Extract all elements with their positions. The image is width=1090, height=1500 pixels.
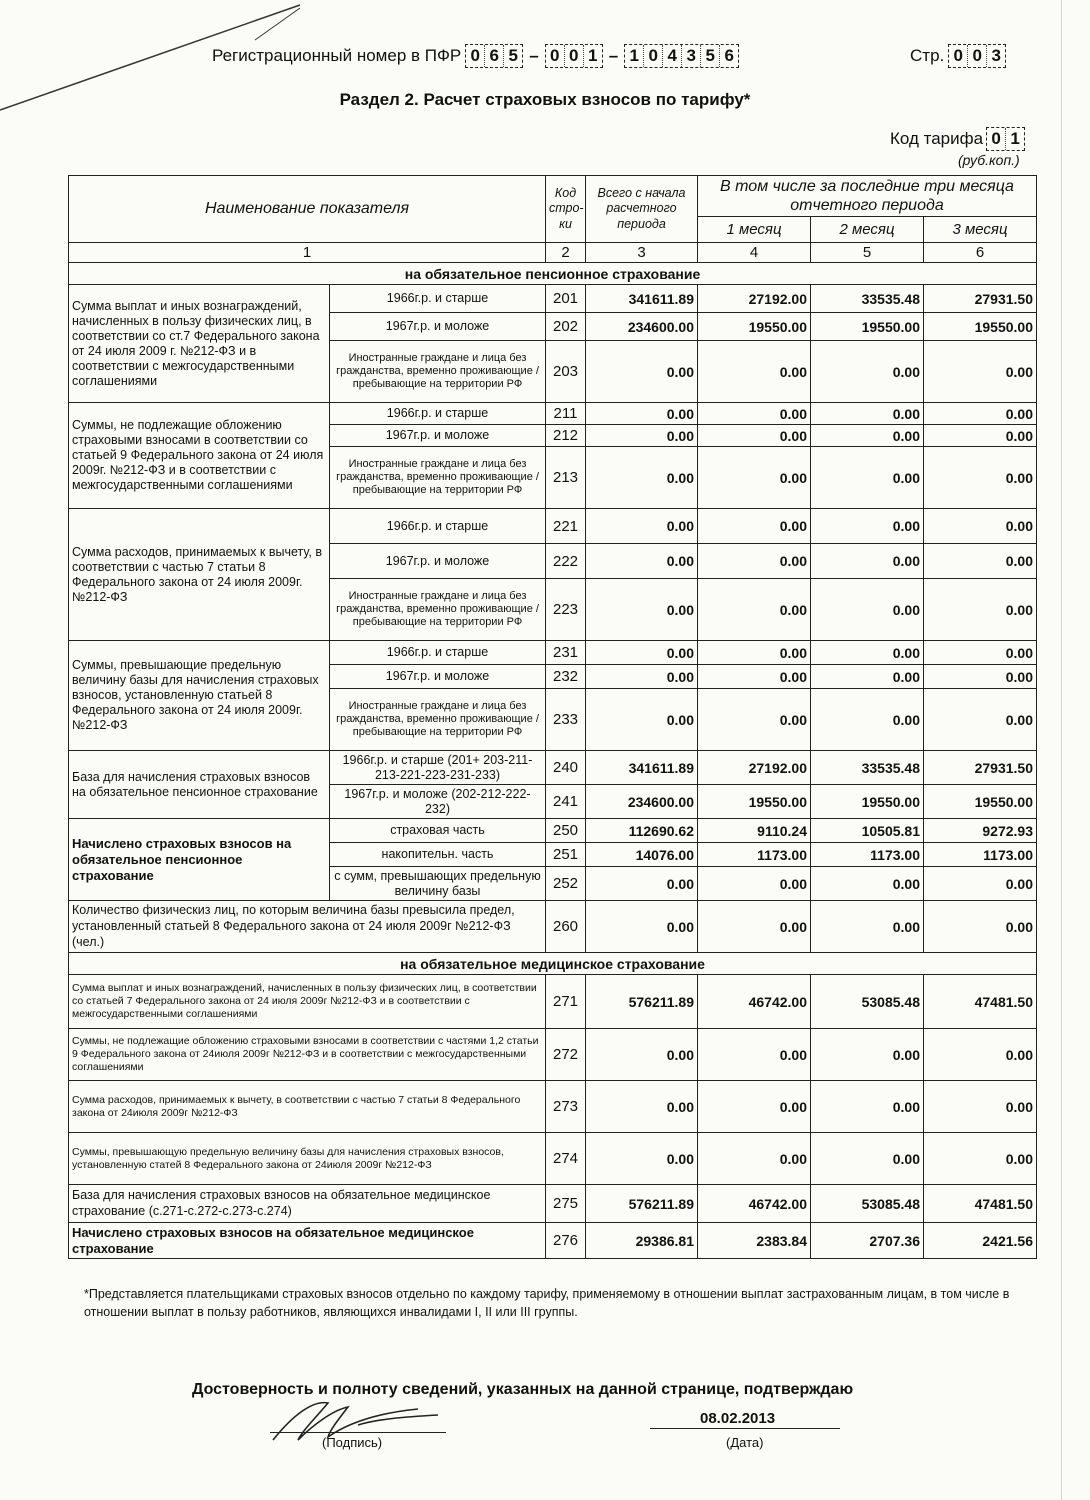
row-sublabel: Иностранные граждане и лица без гражданства, временно проживающие / пребывающие на территории РФ xyxy=(330,689,546,751)
footnote: *Представляется плательщиками страховых взносов отдельно по каждому тарифу, применяемому в отношении выплат застрахованным лицам, в том числе в отношении выплат в пользу работников, являющихся инвалидами I, II или III группы. xyxy=(84,1287,1010,1320)
cell-value: 0.00 xyxy=(698,1133,811,1185)
cell-value: 0.00 xyxy=(924,901,1037,953)
row-sublabel: 1967г.р. и моложе xyxy=(330,544,546,579)
cell-value: 27931.50 xyxy=(924,751,1037,785)
cell-value: 0.00 xyxy=(811,665,924,689)
cell-value: 0.00 xyxy=(698,447,811,509)
cell-value: 576211.89 xyxy=(586,1185,698,1223)
row-sublabel: страховая часть xyxy=(330,819,546,843)
cell-value: 0.00 xyxy=(586,1133,698,1185)
signature-line xyxy=(270,1432,446,1433)
cell-value: 2421.56 xyxy=(924,1223,1037,1259)
cell-value: 46742.00 xyxy=(698,975,811,1029)
section-header-medical: на обязательное медицинское страхование xyxy=(69,953,1037,975)
cell-value: 0.00 xyxy=(586,403,698,425)
dash-separator: – xyxy=(529,46,539,65)
row-code: 222 xyxy=(546,544,586,579)
cell-value: 47481.50 xyxy=(924,975,1037,1029)
row-code: 251 xyxy=(546,843,586,867)
page-digit: 3 xyxy=(986,45,1005,67)
row-label: Начислено страховых взносов на обязательное пенсионное страхование xyxy=(69,819,330,901)
header-row xyxy=(69,176,1037,217)
row-code: 272 xyxy=(546,1029,586,1081)
section-header-pension: на обязательное пенсионное страхование xyxy=(69,263,1037,285)
row-code: 213 xyxy=(546,447,586,509)
cell-value: 234600.00 xyxy=(586,785,698,819)
col-header-name: Наименование показателя xyxy=(69,176,546,243)
reg-digit: 0 xyxy=(564,45,583,67)
cell-value: 0.00 xyxy=(586,544,698,579)
table-row xyxy=(69,1081,1037,1133)
cell-value: 234600.00 xyxy=(586,313,698,341)
row-label: База для начисления страховых взносов на обязательное медицинское страхование (с.271-с.272-с.273-с.274) xyxy=(69,1185,546,1223)
cell-value: 19550.00 xyxy=(924,313,1037,341)
cell-value: 0.00 xyxy=(924,1133,1037,1185)
cell-value: 0.00 xyxy=(811,425,924,447)
tariff-label: Код тарифа xyxy=(890,129,984,148)
row-code: 223 xyxy=(546,579,586,641)
cell-value: 2383.84 xyxy=(698,1223,811,1259)
row-code: 271 xyxy=(546,975,586,1029)
cell-value: 0.00 xyxy=(586,341,698,403)
row-code: 233 xyxy=(546,689,586,751)
cell-value: 0.00 xyxy=(698,665,811,689)
row-sublabel: Иностранные граждане и лица без гражданства, временно проживающие / пребывающие на территории РФ xyxy=(330,447,546,509)
cell-value: 53085.48 xyxy=(811,975,924,1029)
table-row xyxy=(69,751,1037,785)
cell-value: 1173.00 xyxy=(811,843,924,867)
table-row xyxy=(69,403,1037,425)
units-label: (руб.коп.) xyxy=(958,152,1020,168)
table-row xyxy=(69,901,1037,953)
row-sublabel: 1967г.р. и моложе xyxy=(330,313,546,341)
table-row xyxy=(69,1133,1037,1185)
column-numbers-row xyxy=(69,243,1037,263)
cell-value: 0.00 xyxy=(586,1029,698,1081)
row-sublabel: с сумм, превышающих предельную величину базы xyxy=(330,867,546,901)
cell-value: 47481.50 xyxy=(924,1185,1037,1223)
reg-digit: 0 xyxy=(470,46,480,65)
section-title: Раздел 2. Расчет страховых взносов по тарифу* xyxy=(339,90,751,109)
date-caption: (Дата) xyxy=(726,1435,764,1450)
row-code: 203 xyxy=(546,341,586,403)
page-label: Стр. xyxy=(910,46,945,65)
row-label: Суммы, не подлежащие обложению страховыми взносами в соответствии с частями 1,2 статьи 9 Федерального закона от 24июля 2009г №212-ФЗ и в соответствии с межгосударственными соглашениями xyxy=(69,1029,546,1081)
row-sublabel: 1966г.р. и старше xyxy=(330,509,546,544)
cell-value: 576211.89 xyxy=(586,975,698,1029)
cell-value: 0.00 xyxy=(811,689,924,751)
row-sublabel: 1966г.р. и старше (201+ 203-211-213-221-223-231-233) xyxy=(330,751,546,785)
table-row xyxy=(69,1029,1037,1081)
row-sublabel: 1966г.р. и старше xyxy=(330,285,546,313)
cell-value: 9272.93 xyxy=(924,819,1037,843)
row-code: 250 xyxy=(546,819,586,843)
cell-value: 2707.36 xyxy=(811,1223,924,1259)
cell-value: 14076.00 xyxy=(586,843,698,867)
row-code: 232 xyxy=(546,665,586,689)
col-header-m1: 1 месяц xyxy=(698,217,811,243)
cell-value: 0.00 xyxy=(698,867,811,901)
signature-date: 08.02.2013 xyxy=(700,1410,776,1427)
table-row xyxy=(69,641,1037,665)
date-line xyxy=(650,1428,840,1429)
row-code: 202 xyxy=(546,313,586,341)
row-code: 241 xyxy=(546,785,586,819)
row-code: 273 xyxy=(546,1081,586,1133)
row-code: 211 xyxy=(546,403,586,425)
cell-value: 29386.81 xyxy=(586,1223,698,1259)
reg-digit: 6 xyxy=(719,45,738,67)
cell-value: 0.00 xyxy=(811,509,924,544)
table-row xyxy=(69,819,1037,843)
cell-value: 0.00 xyxy=(924,665,1037,689)
page-digit: 0 xyxy=(953,46,963,65)
col-header-code: Код стро-ки xyxy=(546,176,586,243)
col-header-last3: В том числе за последние три месяца отчетного периода xyxy=(698,176,1037,217)
cell-value: 9110.24 xyxy=(698,819,811,843)
col-header-total: Всего с начала расчетного периода xyxy=(586,176,698,243)
row-sublabel: 1966г.р. и старше xyxy=(330,641,546,665)
row-code: 240 xyxy=(546,751,586,785)
cell-value: 10505.81 xyxy=(811,819,924,843)
cell-value: 27192.00 xyxy=(698,285,811,313)
col-header-m3: 3 месяц xyxy=(924,217,1037,243)
row-sublabel: Иностранные граждане и лица без гражданства, временно проживающие / пребывающие на территории РФ xyxy=(330,341,546,403)
cell-value: 0.00 xyxy=(586,447,698,509)
cell-value: 19550.00 xyxy=(698,785,811,819)
row-label: Суммы, превышающие предельную величину базы для начисления страховых взносов, установленную статьей 8 Федерального закона от 24 июля 2009г.№212-ФЗ xyxy=(69,641,330,751)
col-number: 3 xyxy=(586,243,698,263)
cell-value: 0.00 xyxy=(698,425,811,447)
page-number xyxy=(910,44,1006,68)
cell-value: 0.00 xyxy=(924,425,1037,447)
cell-value: 0.00 xyxy=(924,509,1037,544)
row-sublabel: Иностранные граждане и лица без гражданства, временно проживающие / пребывающие на территории РФ xyxy=(330,579,546,641)
cell-value: 0.00 xyxy=(811,641,924,665)
cell-value: 0.00 xyxy=(924,341,1037,403)
cell-value: 0.00 xyxy=(586,1081,698,1133)
row-sublabel: 1967г.р. и моложе xyxy=(330,665,546,689)
reg-digit: 4 xyxy=(662,45,681,67)
cell-value: 0.00 xyxy=(698,579,811,641)
col-number: 6 xyxy=(924,243,1037,263)
cell-value: 0.00 xyxy=(811,1029,924,1081)
cell-value: 0.00 xyxy=(586,867,698,901)
reg-digit: 1 xyxy=(629,46,639,65)
cell-value: 33535.48 xyxy=(811,751,924,785)
row-label: Сумма выплат и иных вознаграждений, начисленных в пользу физических лиц, в соответствии со ст.7 Федерального закона от 24 июля 2009 г. №212-ФЗ и в соответствии с межгосударственными соглашениями xyxy=(69,285,330,403)
cell-value: 0.00 xyxy=(924,579,1037,641)
cell-value: 0.00 xyxy=(924,867,1037,901)
tariff-code xyxy=(890,127,1025,151)
cell-value: 0.00 xyxy=(811,447,924,509)
cell-value: 19550.00 xyxy=(698,313,811,341)
row-sublabel: накопительн. часть xyxy=(330,843,546,867)
cell-value: 0.00 xyxy=(811,579,924,641)
signature-caption: (Подпись) xyxy=(322,1435,383,1450)
cell-value: 0.00 xyxy=(924,1029,1037,1081)
cell-value: 341611.89 xyxy=(586,751,698,785)
cell-value: 341611.89 xyxy=(586,285,698,313)
cell-value: 0.00 xyxy=(811,544,924,579)
table-row xyxy=(69,509,1037,544)
reg-digit: 0 xyxy=(643,45,662,67)
col-number: 2 xyxy=(546,243,586,263)
cell-value: 0.00 xyxy=(586,509,698,544)
scan-edge xyxy=(1061,0,1062,1500)
cell-value: 0.00 xyxy=(811,1081,924,1133)
table-row xyxy=(69,285,1037,313)
row-code: 231 xyxy=(546,641,586,665)
reg-digit: 5 xyxy=(700,45,719,67)
row-code: 201 xyxy=(546,285,586,313)
contributions-table xyxy=(68,175,1037,1259)
cell-value: 0.00 xyxy=(811,1133,924,1185)
reg-digit: 0 xyxy=(549,46,560,65)
reg-digit: 1 xyxy=(583,45,602,67)
reg-digit: 6 xyxy=(484,45,503,67)
cell-value: 0.00 xyxy=(811,403,924,425)
reg-digit: 3 xyxy=(681,45,700,67)
cell-value: 0.00 xyxy=(811,867,924,901)
cell-value: 0.00 xyxy=(811,341,924,403)
cell-value: 0.00 xyxy=(586,425,698,447)
cell-value: 0.00 xyxy=(698,341,811,403)
row-code: 252 xyxy=(546,867,586,901)
cell-value: 0.00 xyxy=(924,447,1037,509)
cell-value: 0.00 xyxy=(586,579,698,641)
row-label: Количество физическиз лиц, по которым величина базы превысила предел, установленный статьей 8 Федерального закона от 24 июля 2009г №212-ФЗ (чел.) xyxy=(69,901,546,953)
cell-value: 19550.00 xyxy=(811,785,924,819)
cell-value: 0.00 xyxy=(586,665,698,689)
tariff-digits xyxy=(986,127,1025,151)
col-header-m2: 2 месяц xyxy=(811,217,924,243)
col-number: 1 xyxy=(69,243,546,263)
dash-separator: – xyxy=(608,46,619,65)
row-sublabel: 1967г.р. и моложе (202-212-222-232) xyxy=(330,785,546,819)
cell-value: 0.00 xyxy=(698,901,811,953)
row-label: Сумма выплат и иных вознаграждений, начисленных в пользу физических лиц, в соответствии со статьей 7 Федерального закона от 24 июля 2009г №212-ФЗ и в соответствии с межгосударственными соглашениями xyxy=(69,975,546,1029)
cell-value: 46742.00 xyxy=(698,1185,811,1223)
cell-value: 0.00 xyxy=(924,1081,1037,1133)
cell-value: 0.00 xyxy=(698,641,811,665)
row-label: Сумма расходов, принимаемых к вычету, в соответствии с частью 7 статьи 8 Федерального закона от 24июля 2009г №212-ФЗ xyxy=(69,1081,546,1133)
row-code: 275 xyxy=(546,1185,586,1223)
row-code: 212 xyxy=(546,425,586,447)
page-digit: 0 xyxy=(967,45,986,67)
cell-value: 0.00 xyxy=(698,1029,811,1081)
cell-value: 112690.62 xyxy=(586,819,698,843)
cell-value: 0.00 xyxy=(924,544,1037,579)
cell-value: 0.00 xyxy=(586,641,698,665)
row-label: Начислено страховых взносов на обязательное медицинское страхование xyxy=(69,1223,546,1259)
col-number: 4 xyxy=(698,243,811,263)
cell-value: 0.00 xyxy=(698,689,811,751)
cell-value: 19550.00 xyxy=(811,313,924,341)
cell-value: 0.00 xyxy=(924,689,1037,751)
cell-value: 0.00 xyxy=(698,1081,811,1133)
registration-number xyxy=(212,44,739,68)
row-code: 221 xyxy=(546,509,586,544)
table-row xyxy=(69,1185,1037,1223)
row-label: Сумма расходов, принимаемых к вычету, в соответствии с частью 7 статьи 8 Федерального закона от 24 июля 2009г. №212-ФЗ xyxy=(69,509,330,641)
cell-value: 0.00 xyxy=(698,509,811,544)
row-sublabel: 1967г.р. и моложе xyxy=(330,425,546,447)
cell-value: 0.00 xyxy=(811,901,924,953)
row-sublabel: 1966г.р. и старше xyxy=(330,403,546,425)
col-number: 5 xyxy=(811,243,924,263)
cell-value: 1173.00 xyxy=(698,843,811,867)
confirmation-statement: Достоверность и полноту сведений, указанных на данной странице, подтверждаю xyxy=(192,1381,854,1398)
reg-part-2 xyxy=(545,44,603,68)
cell-value: 27192.00 xyxy=(698,751,811,785)
table-row xyxy=(69,1223,1037,1259)
page-digits xyxy=(948,44,1006,68)
cell-value: 0.00 xyxy=(924,403,1037,425)
cell-value: 27931.50 xyxy=(924,285,1037,313)
row-label: Суммы, превышающую предельную величину базы для начисления страховых взносов, установленную статей 8 Федерального закона от 24июля 2009г №212-ФЗ xyxy=(69,1133,546,1185)
cell-value: 0.00 xyxy=(924,641,1037,665)
row-code: 276 xyxy=(546,1223,586,1259)
cell-value: 0.00 xyxy=(586,689,698,751)
cell-value: 33535.48 xyxy=(811,285,924,313)
cell-value: 53085.48 xyxy=(811,1185,924,1223)
row-code: 274 xyxy=(546,1133,586,1185)
cell-value: 0.00 xyxy=(698,544,811,579)
tariff-digit: 0 xyxy=(991,129,1001,148)
cell-value: 19550.00 xyxy=(924,785,1037,819)
table-row xyxy=(69,975,1037,1029)
reg-digit: 5 xyxy=(503,45,522,67)
cell-value: 0.00 xyxy=(586,901,698,953)
tariff-digit: 1 xyxy=(1005,128,1024,150)
row-code: 260 xyxy=(546,901,586,953)
reg-part-1 xyxy=(465,44,523,68)
cell-value: 1173.00 xyxy=(924,843,1037,867)
reg-part-3 xyxy=(624,44,739,68)
row-label: Суммы, не подлежащие обложению страховыми взносами в соответствии со статьей 9 Федерального закона от 24 июля 2009г. №212-ФЗ и в соответствии с межгосударственными соглашениями xyxy=(69,403,330,509)
cell-value: 0.00 xyxy=(698,403,811,425)
registration-label: Регистрационный номер в ПФР xyxy=(212,46,462,65)
row-label: База для начисления страховых взносов на обязательное пенсионное страхование xyxy=(69,751,330,819)
